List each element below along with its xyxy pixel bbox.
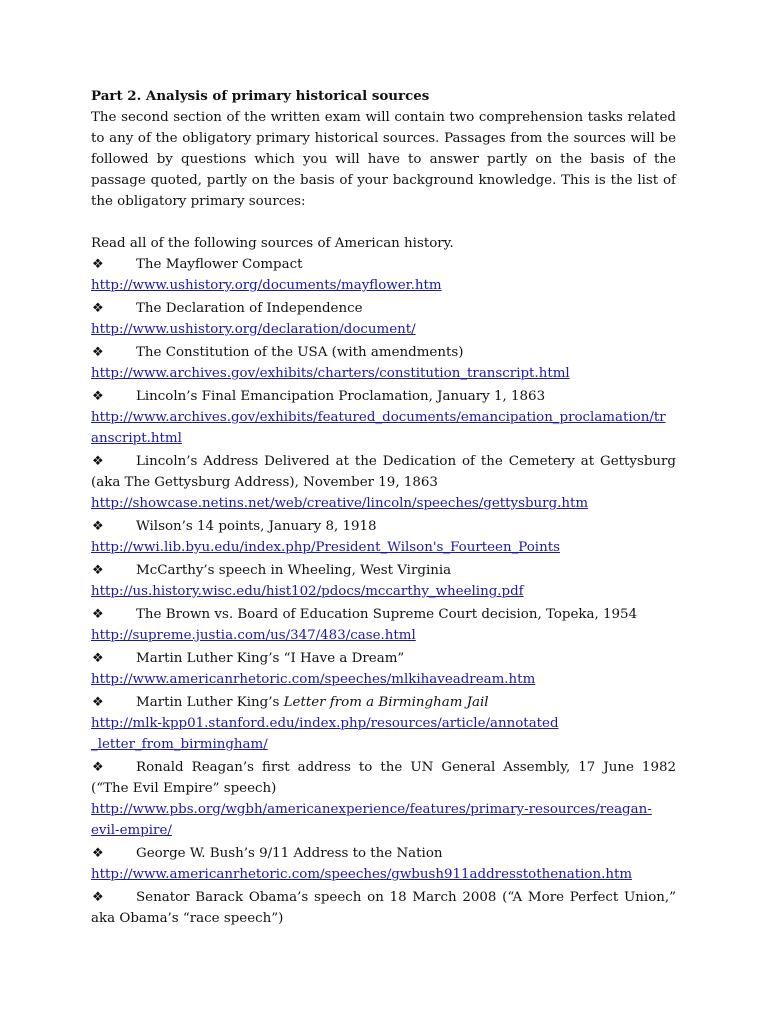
diamond-bullet-icon: ❖ xyxy=(92,454,104,469)
list-item xyxy=(91,648,676,690)
source-title: Wilson’s 14 points, January 8, 1918 xyxy=(136,519,377,534)
source-title: Martin Luther King’s “I Have a Dream” xyxy=(136,651,405,666)
source-link[interactable]: http://www.archives.gov/exhibits/charters/constitution_transcript.html xyxy=(91,366,570,381)
list-item xyxy=(91,757,676,841)
diamond-bullet-icon: ❖ xyxy=(92,301,104,316)
list-item xyxy=(91,298,676,340)
sources-intro: Read all of the following sources of American history. xyxy=(91,236,454,251)
source-link[interactable]: http://wwi.lib.byu.edu/index.php/President_Wilson's_Fourteen_Points xyxy=(91,540,560,555)
diamond-bullet-icon: ❖ xyxy=(92,563,104,578)
list-item xyxy=(91,342,676,384)
source-title: Lincoln’s Address Delivered at the Dedication of the Cemetery at Gettysburg (aka The Gettysburg Address), November 19, 1863 xyxy=(91,454,676,490)
source-title: Senator Barack Obama’s speech on 18 March 2008 (“A More Perfect Union,” aka Obama’s “race speech”) xyxy=(91,890,676,926)
source-title: The Constitution of the USA (with amendments) xyxy=(136,345,464,360)
list-item xyxy=(91,887,676,929)
list-item xyxy=(91,386,676,449)
source-title: The Declaration of Independence xyxy=(136,301,363,316)
list-item xyxy=(91,451,676,514)
list-item xyxy=(91,692,676,755)
source-link[interactable]: http://showcase.netins.net/web/creative/lincoln/speeches/gettysburg.htm xyxy=(91,496,589,511)
source-title-italic: Letter from a Birmingham Jail xyxy=(283,695,489,710)
list-item xyxy=(91,560,676,602)
diamond-bullet-icon: ❖ xyxy=(92,651,104,666)
source-link[interactable]: http://us.history.wisc.edu/hist102/pdocs/mccarthy_wheeling.pdf xyxy=(91,584,524,599)
diamond-bullet-icon: ❖ xyxy=(92,389,104,404)
list-item xyxy=(91,604,676,646)
source-link[interactable]: http://mlk-kpp01.stanford.edu/index.php/resources/article/annotated _letter_from_birmingham/ xyxy=(91,716,559,752)
diamond-bullet-icon: ❖ xyxy=(92,846,104,861)
section-description: The second section of the written exam will contain two comprehension tasks related to any of the obligatory primary historical sources. Passages from the sources will be followed by questions which you will have to answer partly on the basis of the passage quoted, partly on the basis of your background knowledge. This is the list of the obligatory primary sources: xyxy=(91,110,676,209)
diamond-bullet-icon: ❖ xyxy=(92,607,104,622)
list-item xyxy=(91,843,676,885)
source-link[interactable]: http://www.archives.gov/exhibits/featured_documents/emancipation_proclamation/tr anscript.html xyxy=(91,410,666,446)
source-title: McCarthy’s speech in Wheeling, West Virginia xyxy=(136,563,452,578)
source-title-prefix: Martin Luther King’s xyxy=(136,695,284,710)
diamond-bullet-icon: ❖ xyxy=(92,760,104,775)
list-item xyxy=(91,254,676,296)
source-title: George W. Bush’s 9/11 Address to the Nation xyxy=(136,846,443,861)
source-title: Ronald Reagan’s first address to the UN General Assembly, 17 June 1982 (“The Evil Empire” speech) xyxy=(91,760,676,796)
source-title: Lincoln’s Final Emancipation Proclamation, January 1, 1863 xyxy=(136,389,546,404)
source-link[interactable]: http://www.pbs.org/wgbh/americanexperience/features/primary-resources/reagan- evil-empire/ xyxy=(91,802,652,838)
document-page xyxy=(91,86,676,929)
diamond-bullet-icon: ❖ xyxy=(92,519,104,534)
source-title: The Mayflower Compact xyxy=(136,257,303,272)
diamond-bullet-icon: ❖ xyxy=(92,695,104,710)
source-link[interactable]: http://supreme.justia.com/us/347/483/case.html xyxy=(91,628,416,643)
source-link[interactable]: http://www.ushistory.org/declaration/document/ xyxy=(91,322,416,337)
source-link[interactable]: http://www.americanrhetoric.com/speeches/mlkihaveadream.htm xyxy=(91,672,536,687)
source-link[interactable]: http://www.ushistory.org/documents/mayflower.htm xyxy=(91,278,442,293)
source-title: The Brown vs. Board of Education Supreme Court decision, Topeka, 1954 xyxy=(136,607,638,622)
sources-list xyxy=(91,254,676,929)
diamond-bullet-icon: ❖ xyxy=(92,345,104,360)
diamond-bullet-icon: ❖ xyxy=(92,890,104,905)
source-link[interactable]: http://www.americanrhetoric.com/speeches/gwbush911addresstothenation.htm xyxy=(91,867,633,882)
diamond-bullet-icon: ❖ xyxy=(92,257,104,272)
section-heading: Part 2. Analysis of primary historical sources xyxy=(91,88,430,104)
list-item xyxy=(91,516,676,558)
